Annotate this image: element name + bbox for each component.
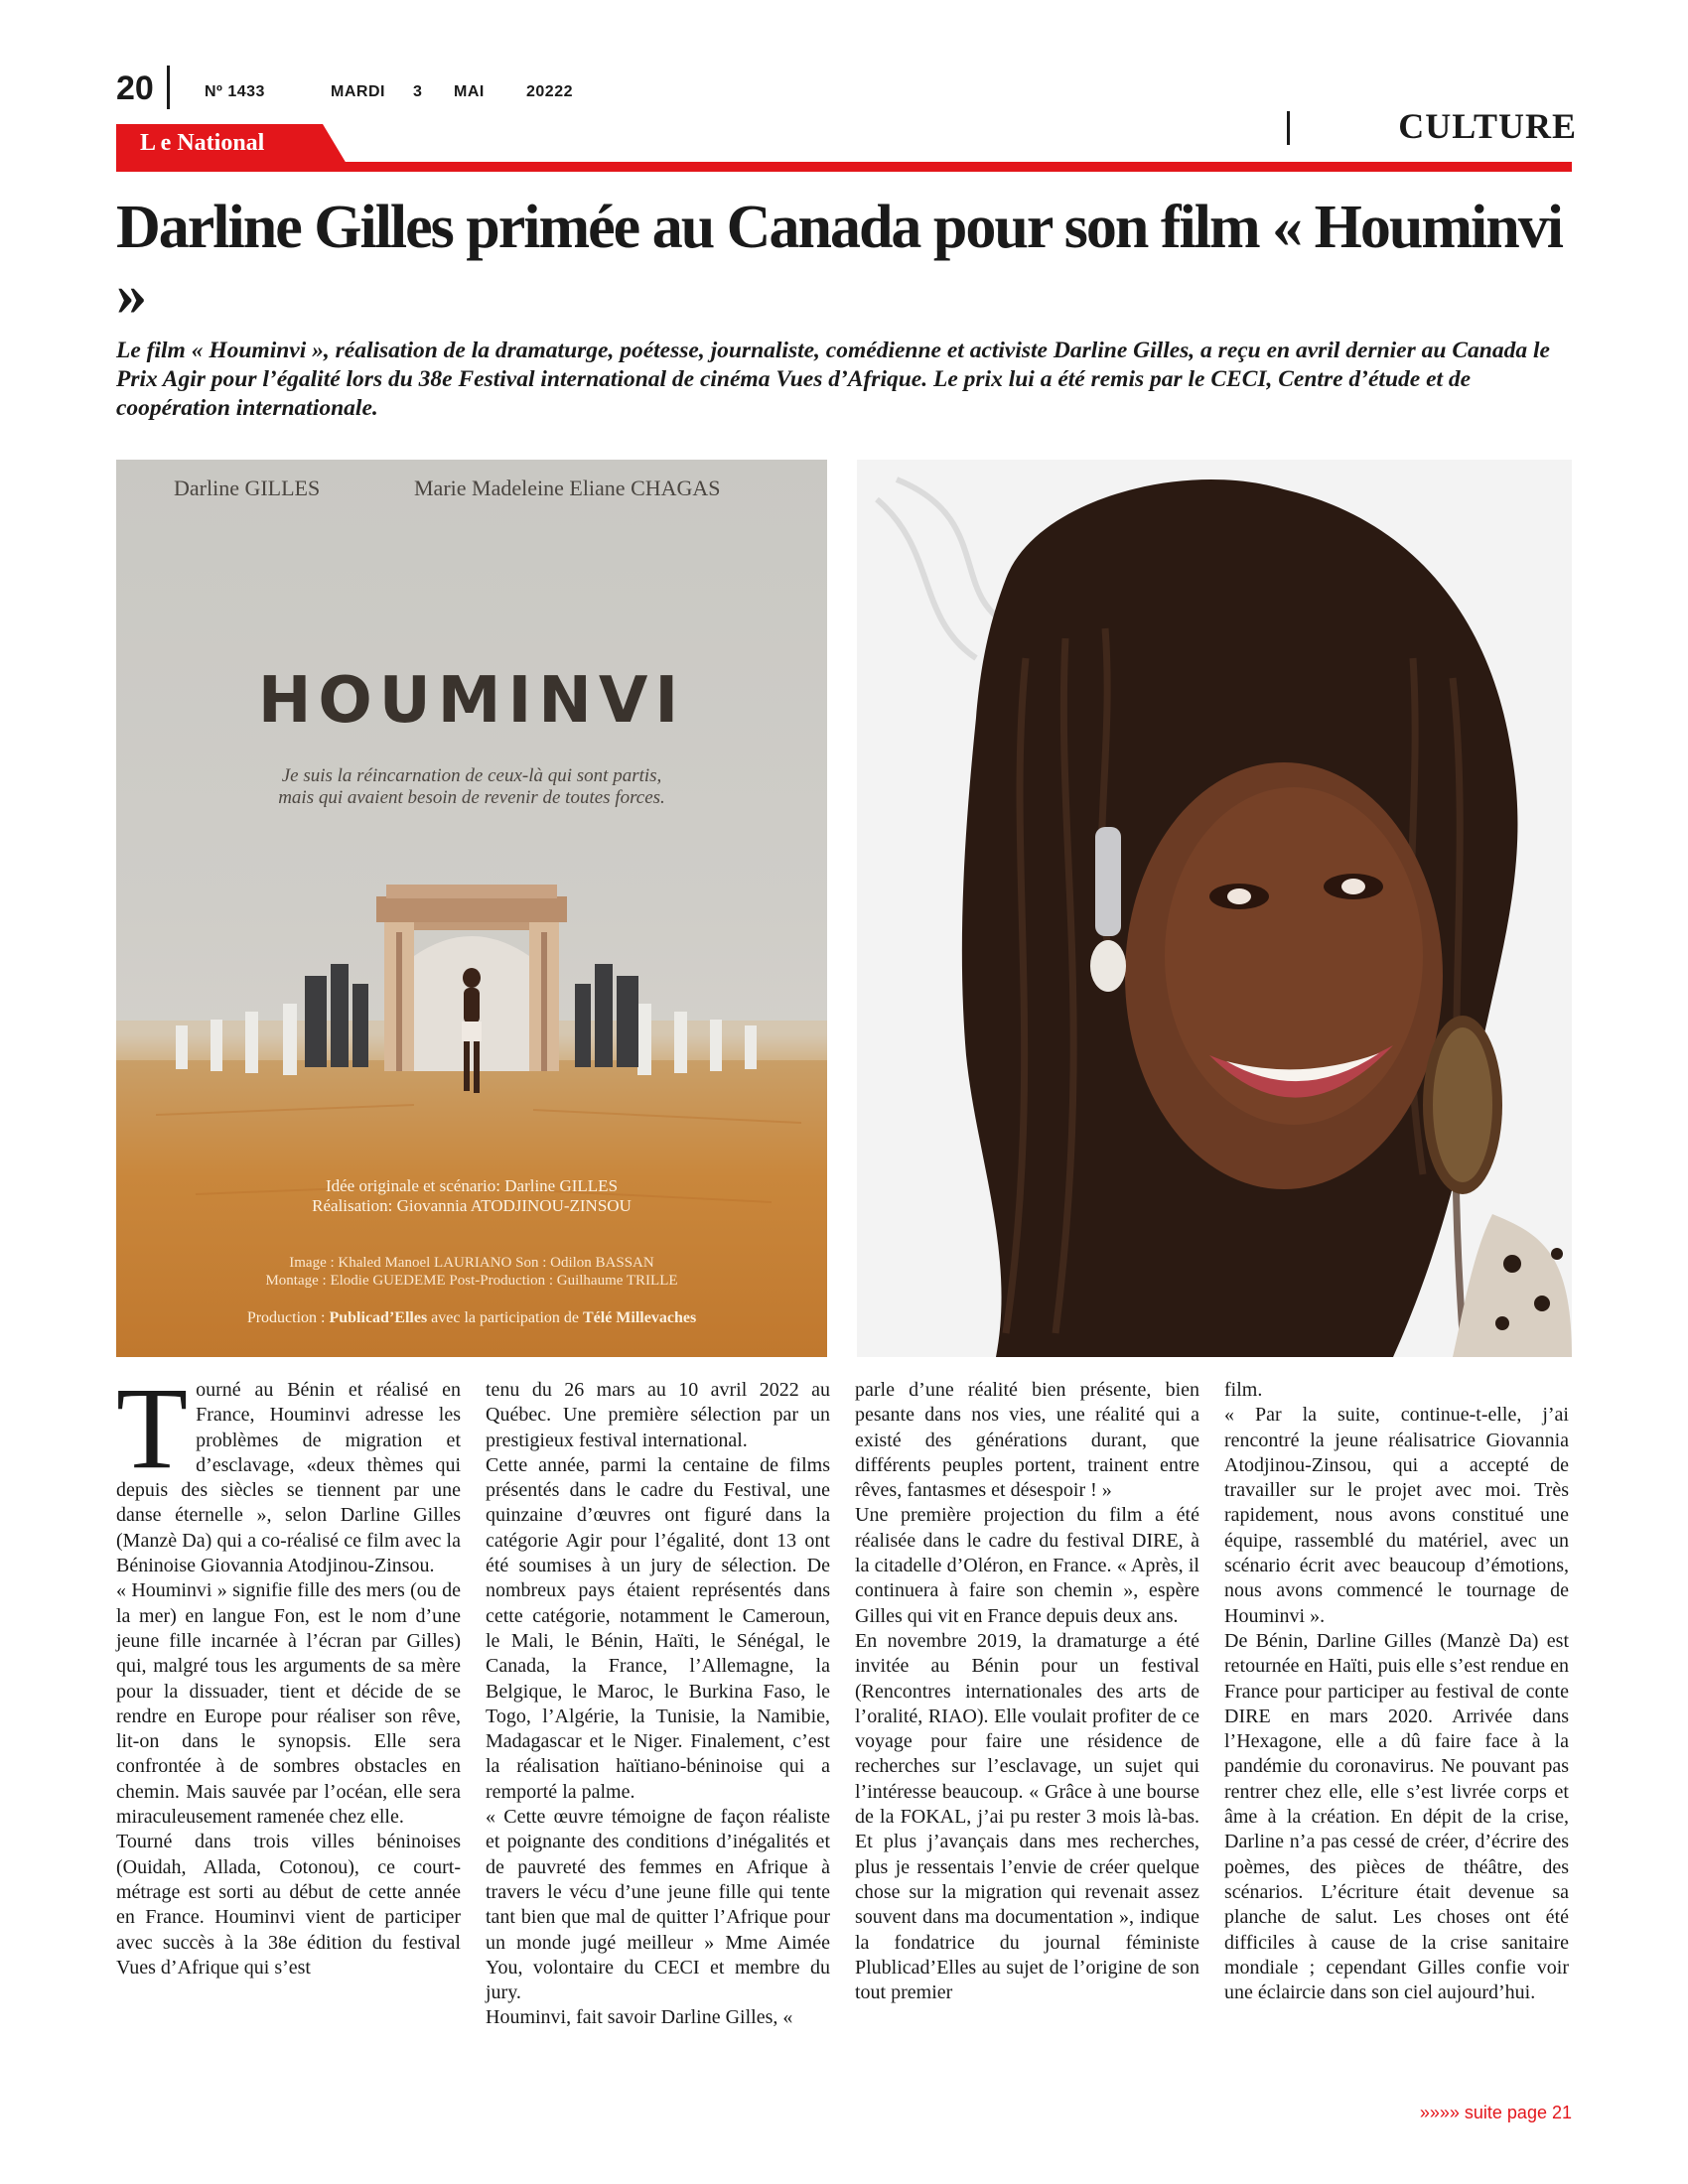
issue-year: 20222 (526, 83, 573, 100)
poster-actor-2: Marie Madeleine Eliane CHAGAS (414, 476, 721, 500)
drop-cap: T (116, 1363, 189, 1493)
poster-main-credits (116, 1176, 827, 1216)
publication-tag (116, 124, 347, 164)
poster-crew-credits (116, 1254, 827, 1290)
portrait-photo (857, 460, 1572, 1357)
issue-day: MARDI (331, 83, 385, 100)
header-rule (116, 162, 1572, 172)
continued-on-page-link[interactable]: »»»» suite page 21 (1419, 2103, 1572, 2122)
poster-tagline-line-2: mais qui avaient besoin de revenir de toutes forces. (278, 787, 665, 808)
paragraph: De Bénin, Darline Gilles (Manzè Da) est retournée en Haïti, puis elle s’est rendue en France pour participer au festival de conte DIRE en mars 2020. Arrivée dans l’Hexagone, elle a dû faire face à la pandémie du coronavirus. Ne pouvant pas rentrer chez elle, elle s’est livrée corps et âme à la création. En dépit de la crise, Darline n’a pas cessé de créer, d’écrire des poèmes, des pièces de théâtre, des scénarios. L’écriture était devenue sa planche de salut. Les choses ont été difficiles à cause de la crise sanitaire mondiale ; cependant Gilles confie voir une éclaircie dans son ciel aujourd’hui. (1224, 1629, 1569, 2004)
poster-tagline-line-1: Je suis la réincarnation de ceux-là qui sont partis, (281, 765, 662, 786)
article-column-1 (116, 1363, 461, 1980)
poster-title: HOUMINVI (257, 664, 686, 738)
poster-production-partner: Télé Millevaches (582, 1309, 697, 1326)
poster-credit-writer: Idée originale et scénario: Darline GILLES (325, 1176, 619, 1195)
poster-credit-editing: Montage : Elodie GUEDEME Post-Production : Guilhaume TRILLE (265, 1273, 678, 1289)
article-headline: Darline Gilles primée au Canada pour son film « Houminvi » (116, 194, 1562, 329)
paragraph: « Houminvi » signifie fille des mers (ou de la mer) en langue Fon, est le nom d’une jeune fille incarnée à l’écran par Gilles) qui, malgré tous les arguments de sa mère pour la dissuader, tient et décide de se rendre en Europe pour réaliser son rêve, lit-on dans le synopsis. Elle sera confrontée à de sombres obstacles en chemin. Mais sauvée par l’océan, elle sera miraculeusement ramenée chez elle. (116, 1579, 461, 1829)
paragraph: film. (1224, 1379, 1263, 1401)
poster-tagline (116, 765, 827, 809)
portrait-illustration (857, 460, 1572, 1357)
poster-production-credit (116, 1309, 827, 1327)
poster-production-company: Publicad’Elles (329, 1309, 428, 1326)
film-poster (116, 460, 827, 1357)
paragraph: tenu du 26 mars au 10 avril 2022 au Québec. Une première sélection par un prestigieux festival international. (486, 1379, 830, 1451)
page-number-divider (167, 66, 170, 109)
page-number: 20 (116, 69, 154, 107)
paragraph: Une première projection du film a été réalisée dans le cadre du festival DIRE, à la citadelle d’Oléron, en France. « Après, il continuera à faire son chemin », espère Gilles qui vit en France depuis deux ans. (855, 1504, 1199, 1627)
publication-tag-label: L e National (140, 130, 265, 156)
paragraph: « Par la suite, continue-t-elle, j’ai rencontré la jeune réalisatrice Giovannia Atodjinou-Zinsou, qui a accepté de travailler sur le projet avec moi. Très rapidement, nous avons constitué une équipe, rassemblé du matériel, avec un scénario écrit avec beaucoup d’émotions, nous avons commencé le tournage de Houminvi ». (1224, 1404, 1569, 1627)
paragraph: Cette année, parmi la centaine de films présentés dans le cadre du Festival, une quinzaine d’œuvres ont figuré dans la catégorie Agir pour l’égalité, dont 13 ont été soumises à un jury de sélection. De nombreux pays étaient représentés dans cette catégorie, notamment le Cameroun, le Mali, le Bénin, Haïti, le Sénégal, le Canada, la France, l’Allemagne, la Belgique, le Maroc, le Burkina Faso, le Togo, l’Algérie, la Tunisie, la Namibie, Madagascar et le Niger. Finalement, c’est la réalisation haïtiano-béninoise qui a remporté la palme. (486, 1453, 830, 1803)
paragraph: En novembre 2019, la dramaturge a été invitée au Bénin pour un festival (Rencontres internationales des arts de l’oralité, RIAO). Elle voulait profiter de ce voyage pour faire une résidence de recherches sur l’esclavage, un sujet qui l’intéresse beaucoup. « Grâce à une bourse de la FOKAL, j’ai pu rester 3 mois là-bas. Et plus j’avançais dans mes recherches, plus je ressentais l’envie de créer quelque chose sur la migration qui revenait assez souvent dans ma documentation », indique la fondatrice du journal féministe Plublicad’Elles au sujet de l’origine de son tout premier (855, 1629, 1199, 2004)
section-divider (1287, 111, 1290, 145)
issue-date: 3 (413, 83, 423, 100)
article-lede: Le film « Houminvi », réalisation de la dramaturge, poétesse, journaliste, comédienne et activiste Darline Gilles, a reçu en avril dernier au Canada le Prix Agir pour l’égalité lors du 38e Festival international de cinéma Vues d’Afrique. Le prix lui a été remis par le CECI, Centre d’étude et de coopération internationale. (116, 338, 1550, 421)
issue-number: Nº 1433 (205, 83, 265, 100)
poster-credit-director: Réalisation: Giovannia ATODJINOU-ZINSOU (312, 1196, 632, 1215)
poster-actor-1: Darline GILLES (174, 476, 321, 500)
paragraph: Tourné dans trois villes béninoises (Ouidah, Allada, Cotonou), ce court-métrage est sorti au début de cette année en France. Houminvi vient de participer avec succès à la 38e édition du festival Vues d’Afrique qui s’est (116, 1831, 461, 1979)
poster-production-mid: avec la participation de (427, 1309, 583, 1326)
paragraph: parle d’une réalité bien présente, bien pesante dans nos vies, une réalité qui a existé des générations durant, que différents peuples portent, trainent entre rêves, fantasmes et désespoir ! » (855, 1379, 1199, 1502)
poster-production-prefix: Production : (246, 1309, 330, 1326)
issue-month: MAI (454, 83, 485, 100)
paragraph: ourné au Bénin et réalisé en France, Houminvi adresse les problèmes de migration et d’esclavage, «deux thèmes qui depuis des siècles se tiennent par une danse éternelle », selon Darline Gilles (Manzè Da) qui a co-réalisé ce film avec la Béninoise Giovannia Atodjinou-Zinsou. (116, 1379, 461, 1577)
article-column-4 (1224, 1378, 1569, 2005)
paragraph: Houminvi, fait savoir Darline Gilles, « (486, 2006, 793, 2029)
poster-scene (116, 460, 827, 1357)
article-column-3 (855, 1378, 1199, 2005)
section-title: CULTURE (1398, 106, 1577, 146)
paragraph: « Cette œuvre témoigne de façon réaliste et poignante des conditions d’inégalités et de pauvreté des femmes en Afrique à travers le vécu d’une jeune fille qui tente tant bien que mal de quitter l’Afrique pour un monde jugé meilleur » Mme Aimée You, volontaire du CECI et membre du jury. (486, 1806, 830, 2004)
poster-credit-image-sound: Image : Khaled Manoel LAURIANO Son : Odilon BASSAN (289, 1255, 654, 1271)
article-column-2 (486, 1378, 830, 2031)
